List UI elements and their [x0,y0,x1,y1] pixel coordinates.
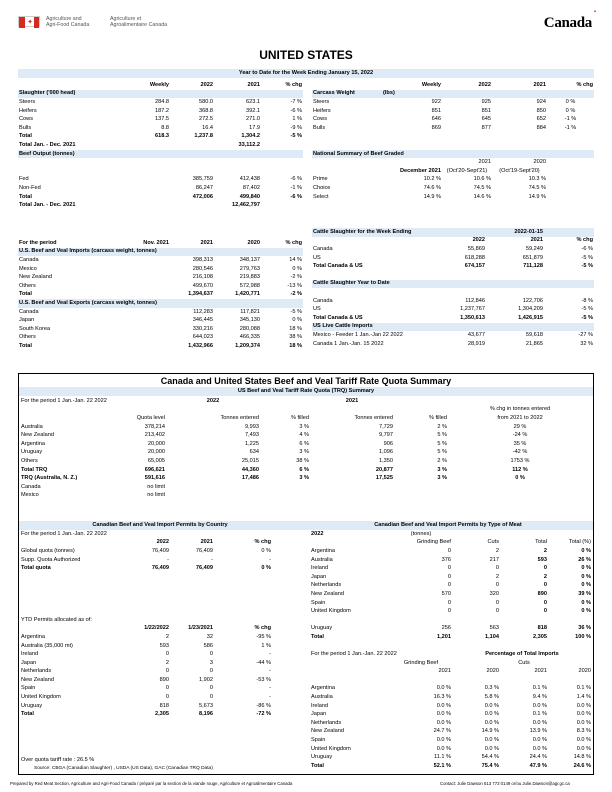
table-row: Fed 385,759 412,438 -6 % [19,176,302,183]
table-row: Netherlands 0.0 % 0.0 % 0.0 % 0.0 % [311,719,591,726]
table-row: Steers 284.8 580.0 623.1 -7 % [19,98,302,105]
canada-wordmark: Canada [543,15,592,31]
table-row: Spain 0.0 % 0.0 % 0.0 % 0.0 % [311,737,591,744]
wordmark-flag-icon: ▪ [593,9,596,15]
table-row: Australia 16.3 % 5.8 % 9.4 % 1.4 % [311,694,591,701]
table-row: Japan 346,445 345,130 0 % [19,317,302,324]
ytd-title: Year to Date for the Week Ending January 15, 2022 [238,70,374,76]
table-row: Heifers 851 851 850 0 % [313,107,576,114]
table-row: Cows 137.5 272.5 271.0 1 % [19,116,302,123]
table-row: Spain 0 0 0 0 % [311,599,591,606]
source-note: Source: CBGA (Canadian Slaughter) , USDA (US Data), GAC (Canadian TRQ Data) [34,766,213,771]
table-row: Mexico - Feeder 1 Jan.-Jan 22 2022 43,677 59,618 -27 % [313,331,594,338]
table-row: TRQ (Australia, N. Z.) 591,616 17,486 3 % 17,525 3 % 0 % [21,475,525,482]
us-slaughter-table: Weekly 2022 2021 % chg Slaughter ('000 head) Steers 284.8 580.0 623.1 -7 % Heifers 187.2 368.8 392.1 -6 % Cows 137.5 272.5 271.0 1 % Bulls 8.8 16.4 17.9 -9 % Total 618.3 1,237.8 1,304.2 -5 % Total Jan. - Dec. 2021 33,112.2 Beef Output (tonnes) Fed 385,759 412,438 -6 % Non-Fed 86,247 87,402 -1 % Total 472,006 499,840 -6 % Total Jan. - Dec. 2021 12,462,797 [19,81,302,209]
page-header [0,0,612,36]
agency-name-fr: Agriculture et Agroalimentaire Canada [110,16,168,29]
agency-name-en: Agriculture and Agri-Food Canada [46,16,90,29]
us-trq-table: For the period 1 Jan.-Jan. 22 2022 2022 2021 % chg in tonnes entered Quota level Tonnes entered % filled Tonnes entered % filled from 2021 to 2022 Australia 378,214 9,993 3 % 7,729 2 % 29 % New Zealand 213,402 7,493 4 % 9,797 5 % -24 % Argentina 20,000 1,225 6 % 906 5 % 35 % Uruguay 20,000 634 3 % 1,096 5 % -42 % Others 65,005 25,015 38 % 1,350 2 % 1753 % Total TRQ 696,621 44,360 6 % 20,877 3 % 112 % TRQ (Australia, N. Z.) 591,616 17,486 3 % 17,525 3 % 0 % Canada no limit Mexico no limit [20,397,592,500]
over-quota-note: Over quota tariff rate : 26.5 % [21,757,95,763]
table-row: Ireland 0.0 % 0.0 % 0.0 % 0.0 % [311,702,591,709]
table-row: Uruguay 256 563 818 36 % [311,625,591,632]
table-row: Total 52.1 % 75.4 % 47.9 % 24.6 % [311,762,591,769]
cattle-slaughter-table: Cattle Slaughter for the Week Ending 2022-01-15 2022 2021 % chg Canada 55,869 59,249 -6 % US 618,288 651,879 -5 % Total Canada & US 674,157 711,128 -5 % Cattle Slaughter Year to Date Canada 112,846 122,706 -8 % US 1,237,767 1,304,209 -5 % Total Canada & US 1,350,613 1,426,915 -5 % US Live Cattle Imports Mexico - Feeder 1 Jan.-Jan 22 2022 43,677 59,618 -27 % Canada 1 Jan.-Jan. 15 2022 28,919 21,865 32 % [313,228,594,347]
table-row: Argentina 2 32 -95 % [21,633,272,640]
table-row: Choice 74.6 % 74.5 % 74.5 % [313,184,546,191]
table-row: Uruguay 818 5,673 -86 % [21,702,272,709]
table-row: Supp. Quota Authorized - - - [21,556,272,563]
table-row: United Kingdom 0 0 0 0 % [311,608,591,615]
table-row: Non-Fed 86,247 87,402 -1 % [19,184,302,191]
page-title: UNITED STATES [259,48,353,62]
table-row: New Zealand 213,402 7,493 4 % 9,797 5 % -24 % [21,432,528,439]
table-row: South Korea 330,216 280,088 18 % [19,325,302,332]
contact-info: Contact: Julie Dawson 613 773 0149 or/ou Julie.Dawson@agr.gc.ca [440,781,570,786]
table-row: Canada 112,846 122,706 -8 % [313,297,594,304]
table-row: Mexico no limit [21,492,166,499]
table-row: Prime 10.2 % 10.6 % 10.3 % [313,176,546,183]
table-row: Total quota 76,409 76,409 0 % [21,565,272,572]
table-row: Spain 0 0 - [21,685,272,692]
table-row: Canada 398,313 348,137 14 % [19,256,302,263]
table-row: Others 65,005 25,015 38 % 1,350 2 % 1753 % [21,457,530,464]
table-row: Uruguay 11.1 % 54.4 % 24.4 % 14.8 % [311,754,591,761]
table-row: Netherlands 0 0 0 0 % [311,582,591,589]
carcass-weight-table: Weekly 2022 2021 % chg Carcass Weight (lbs) Steers 922 925 924 0 % Heifers 851 851 850 0 % Cows 646 645 652 -1 % Bulls 869 877 884 -1 % National Summary of Beef Graded 2021 2020 December 2021 (Oct'20-Sept'21) (Oct'19-Sept'20) Prime 10.2 % 10.6 % 10.3 % Choice 74.6 % 74.5 % 74.5 % Select 14.9 % 14.6 % 14.9 % [313,81,593,200]
table-row: Canada 55,869 59,249 -6 % [313,245,594,252]
table-row: New Zealand 24.7 % 14.9 % 13.9 % 8.3 % [311,728,591,735]
table-row: Japan 2 3 -44 % [21,659,272,666]
table-row: New Zealand 890 1,902 -53 % [21,676,272,683]
table-row: New Zealand 216,108 219,883 -2 % [19,274,302,281]
table-row: Total Canada & US 674,157 711,128 -5 % [313,263,594,270]
table-row: Mexico 280,546 279,763 0 % [19,265,302,272]
table-row: Uruguay 20,000 634 3 % 1,096 5 % -42 % [21,449,528,456]
table-row: Canada 1 Jan.-Jan. 15 2022 28,919 21,865 32 % [313,340,594,347]
table-row: Argentina 0 2 2 0 % [311,547,591,554]
table-row: Others 644,023 466,335 38 % [19,334,302,341]
table-row: Total Jan. - Dec. 2021 12,462,797 [19,202,260,209]
table-row: Total 1,394,637 1,420,771 -2 % [19,291,302,298]
table-row: Netherlands 0 0 - [21,668,272,675]
table-row: Ireland 0 0 - [21,651,272,658]
table-row: Total 2,305 8,196 -72 % [21,711,272,718]
table-row: Japan 0.0 % 0.0 % 0.1 % 0.0 % [311,711,591,718]
permits-country-title: Canadian Beef and Veal Import Permits by Country [92,522,228,528]
table-row: Heifers 187.2 368.8 392.1 -6 % [19,107,302,114]
table-row: Japan 0 2 2 0 % [311,573,591,580]
table-row: Select 14.9 % 14.6 % 14.9 % [313,193,546,200]
table-row: Global quota (tonnes) 76,409 76,409 0 % [21,547,272,554]
table-row: Ireland 0 0 0 0 % [311,565,591,572]
table-row: Total 472,006 499,840 -6 % [19,193,302,200]
table-row: Canada no limit [21,483,166,490]
table-row: Total TRQ 696,621 44,360 6 % 20,877 3 % 112 % [21,466,528,473]
table-row: Canada 112,283 117,821 -5 % [19,308,302,315]
table-row: United Kingdom 0.0 % 0.0 % 0.0 % 0.0 % [311,745,591,752]
table-row: Bulls 869 877 884 -1 % [313,124,577,131]
table-row: Australia 376 217 593 26 % [311,556,591,563]
table-row: Total 618.3 1,237.8 1,304.2 -5 % [19,133,302,140]
table-row: Australia (35,000 mt) 593 586 1 % [21,642,272,649]
table-row: Steers 922 925 924 0 % [313,98,576,105]
table-row: Total 1,432,966 1,209,374 18 % [19,342,302,349]
table-row: US 618,288 651,879 -5 % [313,254,594,261]
table-row: New Zealand 570 320 890 39 % [311,590,591,597]
table-row: Argentina 20,000 1,225 6 % 906 5 % 35 % [21,440,527,447]
table-row: Cows 646 645 652 -1 % [313,116,577,123]
prepared-by: Prepared by Red Meat Section, Agriculture and Agri-Food Canada / préparé par la section de la viande rouge, Agriculture et Agroalimentaire Canada [10,781,293,786]
canada-flag-icon: ✦ [18,16,40,27]
table-row: Total 1,201 1,104 2,305 100 % [311,633,591,640]
us-trade-table: For the period Nov. 2021 2021 2020 % chg U.S. Beef and Veal Imports (carcass weight, tonnes) Canada 398,313 348,137 14 % Mexico 280,546 279,763 0 % New Zealand 216,108 219,883 -2 % Others 499,670 572,988 -13 % Total 1,394,637 1,420,771 -2 % U.S. Beef and Veal Exports (carcass weight, tonnes) Canada 112,283 117,821 -5 % Japan 346,445 345,130 0 % South Korea 330,216 280,088 18 % Others 644,023 466,335 38 % Total 1,432,966 1,209,374 18 % [19,239,302,349]
table-row: United Kingdom 0 0 - [21,694,272,701]
table-row: Others 499,670 572,988 -13 % [19,282,302,289]
trq-subtitle: US Beef and Veal Tariff Rate Quota (TRQ) Summary [237,388,375,394]
table-row: Bulls 8.8 16.4 17.9 -9 % [19,124,302,131]
permits-meat-title: Canadian Beef and Veal Import Permits by Type of Meat [374,522,522,528]
table-row: Australia 378,214 9,993 3 % 7,729 2 % 29 % [21,423,527,430]
permits-meat-table: 2022 (tonnes) Grinding Beef Cuts Total Total (%) Argentina 0 2 2 0 % Australia 376 217 593 26 % Ireland 0 0 0 0 % Japan 0 2 2 0 % Netherlands 0 0 0 0 % New Zealand 570 320 890 39 % Spain 0 0 0 0 % United Kingdom 0 0 0 0 % Uruguay 256 563 818 36 % Total 1,201 1,104 2,305 100 % For the period 1 Jan.-Jan. 22 2022 Percentage of Total Imports Grinding Beef Cuts 2021 2020 2021 2020 Argentina 0.0 % 0.3 % 0.1 % 0.1 % Australia 16.3 % 5.8 % 9.4 % 1.4 % Ireland 0.0 % 0.0 % 0.0 % 0.0 % Japan 0.0 % 0.0 % 0.1 % 0.0 % Netherlands 0.0 % 0.0 % 0.0 % 0.0 % New Zealand 24.7 % 14.9 % 13.9 % 8.3 % Spain 0.0 % 0.0 % 0.0 % 0.0 % United Kingdom 0.0 % 0.0 % 0.0 % 0.0 % Uruguay 11.1 % 54.4 % 24.4 % 14.8 % Total 52.1 % 75.4 % 47.9 % 24.6 % [311,530,591,769]
table-row: Total Canada & US 1,350,613 1,426,915 -5 % [313,314,594,321]
table-row: Argentina 0.0 % 0.3 % 0.1 % 0.1 % [311,685,591,692]
table-row: Total Jan. - Dec. 2021 33,112.2 [19,141,260,148]
trq-title: Canada and United States Beef and Veal Tariff Rate Quota Summary [160,376,452,386]
table-row: US 1,237,767 1,304,209 -5 % [313,306,594,313]
permits-country-table: For the period 1 Jan.-Jan. 22 2022 2022 2021 % chg Global quota (tonnes) 76,409 76,409 0 % Supp. Quota Authorized - - - Total quota 76,409 76,409 0 % YTD Permits allocated as of: 1/22/2022 1/23/2021 % chg Argentina 2 32 -95 % Australia (35,000 mt) 593 586 1 % Ireland 0 0 - Japan 2 3 -44 % Netherlands 0 0 - New Zealand 890 1,902 -53 % Spain 0 0 - United Kingdom 0 0 - Uruguay 818 5,673 -86 % Total 2,305 8,196 -72 % [20,530,302,719]
